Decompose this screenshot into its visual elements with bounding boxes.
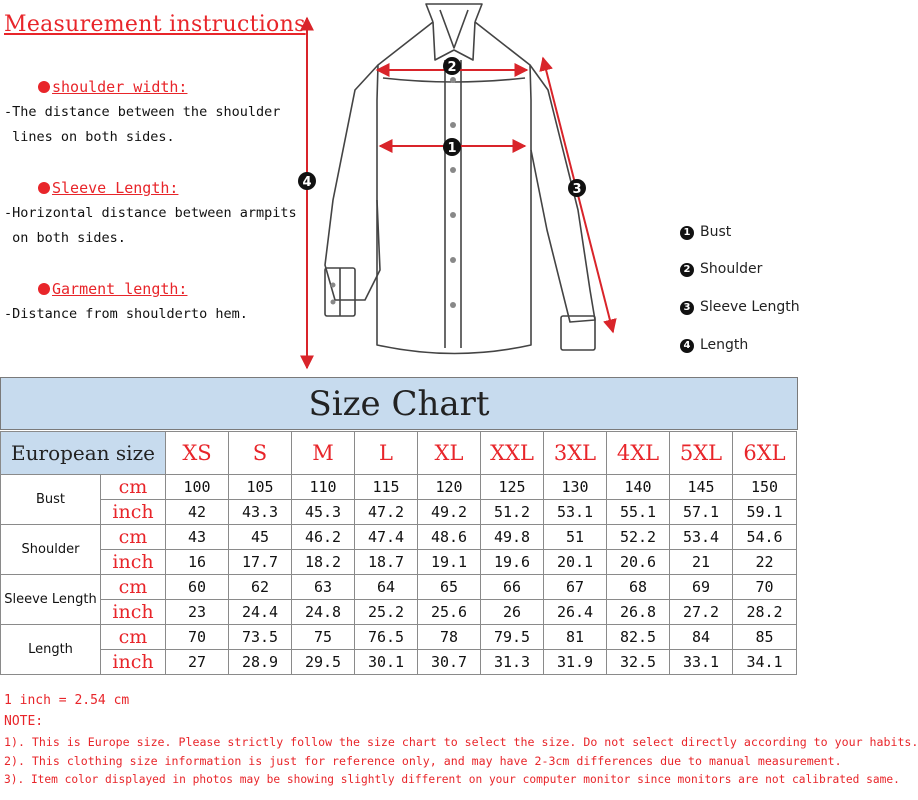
size-header-cell: XXL: [481, 432, 544, 475]
value-cell: 67: [544, 575, 607, 600]
value-cell: 120: [418, 475, 481, 500]
unit-label: cm: [101, 475, 166, 500]
size-header-cell: 5XL: [670, 432, 733, 475]
size-row-inch: [1, 600, 797, 625]
value-cell: 26.8: [607, 600, 670, 625]
note-item-3: 3). Item color displayed in photos may be showing slightly different on your computer monitor since monitors are not calibrated same.: [4, 773, 900, 786]
value-cell: 26: [481, 600, 544, 625]
unit-label: cm: [101, 525, 166, 550]
shoulder-width-label: shoulder width:: [52, 78, 188, 96]
value-cell: 19.6: [481, 550, 544, 575]
legend-label: Shoulder: [700, 261, 763, 277]
value-cell: 23: [166, 600, 229, 625]
note-item-1: 1). This is Europe size. Please strictly follow the size chart to select the size. Do not select directly according to your habits.: [4, 735, 918, 749]
value-cell: 63: [292, 575, 355, 600]
button-icon: [450, 77, 456, 83]
legend-bust: [680, 224, 731, 240]
value-cell: 70: [733, 575, 797, 600]
measurement-instructions: [0, 0, 800, 376]
conversion-note: 1 inch = 2.54 cm: [4, 693, 130, 708]
size-row-inch: [1, 500, 797, 525]
unit-label: cm: [101, 575, 166, 600]
value-cell: 125: [481, 475, 544, 500]
shoulder-width-heading: [38, 78, 187, 96]
value-cell: 65: [418, 575, 481, 600]
value-cell: 19.1: [418, 550, 481, 575]
value-cell: 49.2: [418, 500, 481, 525]
marker-1-label: 1: [447, 141, 457, 156]
marker-4-label: 4: [302, 175, 312, 190]
garment-length-desc: [4, 302, 248, 327]
value-cell: 60: [166, 575, 229, 600]
size-table: [0, 431, 797, 675]
cuff-button-icon: [331, 300, 336, 305]
legend-sleeve-length: [680, 299, 800, 315]
unit-label: inch: [101, 500, 166, 525]
value-cell: 49.8: [481, 525, 544, 550]
instructions-title: Measurement instructions: [4, 12, 306, 37]
value-cell: 145: [670, 475, 733, 500]
button-icon: [450, 122, 456, 128]
value-cell: 100: [166, 475, 229, 500]
value-cell: 51: [544, 525, 607, 550]
value-cell: 64: [355, 575, 418, 600]
value-cell: 16: [166, 550, 229, 575]
value-cell: 45.3: [292, 500, 355, 525]
value-cell: 47.4: [355, 525, 418, 550]
value-cell: 69: [670, 575, 733, 600]
shirt-outline: [325, 4, 595, 354]
value-cell: 24.8: [292, 600, 355, 625]
value-cell: 53.1: [544, 500, 607, 525]
value-cell: 57.1: [670, 500, 733, 525]
note-item-2: 2). This clothing size information is just for reference only, and may have 2-3cm differences due to manual measurement.: [4, 754, 842, 768]
legend-num-icon: 2: [680, 263, 694, 277]
value-cell: 75: [292, 625, 355, 650]
legend-shoulder: [680, 261, 762, 277]
value-cell: 105: [229, 475, 292, 500]
size-header-cell: 6XL: [733, 432, 797, 475]
value-cell: 26.4: [544, 600, 607, 625]
value-cell: 46.2: [292, 525, 355, 550]
size-row-cm: [1, 525, 797, 550]
value-cell: 79.5: [481, 625, 544, 650]
value-cell: 62: [229, 575, 292, 600]
unit-label: cm: [101, 625, 166, 650]
value-cell: 32.5: [607, 650, 670, 675]
legend-num-icon: 1: [680, 226, 694, 240]
legend-label: Sleeve Length: [700, 299, 800, 315]
legend-num-icon: 4: [680, 339, 694, 353]
size-row-inch: [1, 550, 797, 575]
value-cell: 115: [355, 475, 418, 500]
value-cell: 59.1: [733, 500, 797, 525]
size-header-cell: S: [229, 432, 292, 475]
button-icon: [450, 212, 456, 218]
shirt-diagram: [285, 0, 645, 376]
shoulder-width-desc: [4, 100, 280, 150]
note-label: NOTE:: [4, 714, 44, 729]
value-cell: 18.2: [292, 550, 355, 575]
bullet-dot-icon: [38, 283, 50, 295]
size-header-cell: XL: [418, 432, 481, 475]
value-cell: 43.3: [229, 500, 292, 525]
size-header-row: [1, 432, 797, 475]
value-cell: 25.2: [355, 600, 418, 625]
size-row-cm: [1, 625, 797, 650]
size-table-body: [1, 475, 797, 675]
sleeve-length-label: Sleeve Length:: [52, 179, 179, 197]
legend-num-icon: 3: [680, 301, 694, 315]
button-icon: [450, 302, 456, 308]
size-header-cell: 3XL: [544, 432, 607, 475]
value-cell: 27.2: [670, 600, 733, 625]
button-icon: [450, 167, 456, 173]
value-cell: 84: [670, 625, 733, 650]
desc-line: lines on both sides.: [4, 129, 175, 145]
unit-label: inch: [101, 650, 166, 675]
button-icon: [450, 257, 456, 263]
value-cell: 31.3: [481, 650, 544, 675]
value-cell: 27: [166, 650, 229, 675]
value-cell: 76.5: [355, 625, 418, 650]
value-cell: 42: [166, 500, 229, 525]
size-header-cell: L: [355, 432, 418, 475]
value-cell: 28.2: [733, 600, 797, 625]
value-cell: 54.6: [733, 525, 797, 550]
value-cell: 51.2: [481, 500, 544, 525]
value-cell: 110: [292, 475, 355, 500]
size-header-cell: M: [292, 432, 355, 475]
value-cell: 20.6: [607, 550, 670, 575]
value-cell: 70: [166, 625, 229, 650]
value-cell: 47.2: [355, 500, 418, 525]
value-cell: 34.1: [733, 650, 797, 675]
cuff-button-icon: [331, 283, 336, 288]
value-cell: 73.5: [229, 625, 292, 650]
size-row-inch: [1, 650, 797, 675]
marker-3-label: 3: [572, 182, 582, 197]
size-row-cm: [1, 575, 797, 600]
desc-line: -Distance from shoulderto hem.: [4, 306, 248, 322]
legend-length: [680, 337, 748, 353]
value-cell: 150: [733, 475, 797, 500]
value-cell: 140: [607, 475, 670, 500]
size-chart-title-bar: [0, 377, 798, 430]
legend-label: Bust: [700, 224, 732, 240]
value-cell: 29.5: [292, 650, 355, 675]
value-cell: 85: [733, 625, 797, 650]
value-cell: 66: [481, 575, 544, 600]
unit-label: inch: [101, 600, 166, 625]
value-cell: 68: [607, 575, 670, 600]
value-cell: 30.1: [355, 650, 418, 675]
sleeve-length-desc: [4, 201, 297, 251]
legend-label: Length: [700, 337, 749, 353]
number-markers: [298, 57, 586, 197]
value-cell: 21: [670, 550, 733, 575]
desc-line: on both sides.: [4, 230, 126, 246]
marker-2-label: 2: [447, 60, 457, 75]
value-cell: 24.4: [229, 600, 292, 625]
value-cell: 18.7: [355, 550, 418, 575]
value-cell: 48.6: [418, 525, 481, 550]
unit-label: inch: [101, 550, 166, 575]
measure-label: Shoulder: [1, 525, 101, 575]
value-cell: 43: [166, 525, 229, 550]
garment-length-label: Garment length:: [52, 280, 188, 298]
desc-line: -Horizontal distance between armpits: [4, 205, 297, 221]
value-cell: 55.1: [607, 500, 670, 525]
measure-label: Sleeve Length: [1, 575, 101, 625]
shirt-buttons: [331, 77, 457, 308]
value-cell: 81: [544, 625, 607, 650]
value-cell: 28.9: [229, 650, 292, 675]
size-row-cm: [1, 475, 797, 500]
measure-label: Bust: [1, 475, 101, 525]
desc-line: -The distance between the shoulder: [4, 104, 281, 120]
value-cell: 45: [229, 525, 292, 550]
bullet-dot-icon: [38, 182, 50, 194]
value-cell: 20.1: [544, 550, 607, 575]
value-cell: 22: [733, 550, 797, 575]
size-header-cell: 4XL: [607, 432, 670, 475]
value-cell: 17.7: [229, 550, 292, 575]
sleeve-length-heading: [38, 179, 178, 197]
value-cell: 130: [544, 475, 607, 500]
european-size-header: European size: [1, 432, 166, 475]
measure-label: Length: [1, 625, 101, 675]
value-cell: 31.9: [544, 650, 607, 675]
value-cell: 53.4: [670, 525, 733, 550]
value-cell: 78: [418, 625, 481, 650]
garment-length-heading: [38, 280, 187, 298]
value-cell: 33.1: [670, 650, 733, 675]
value-cell: 82.5: [607, 625, 670, 650]
value-cell: 25.6: [418, 600, 481, 625]
value-cell: 30.7: [418, 650, 481, 675]
size-chart-title: Size Chart: [308, 384, 490, 424]
value-cell: 52.2: [607, 525, 670, 550]
size-header-cell: XS: [166, 432, 229, 475]
bullet-dot-icon: [38, 81, 50, 93]
